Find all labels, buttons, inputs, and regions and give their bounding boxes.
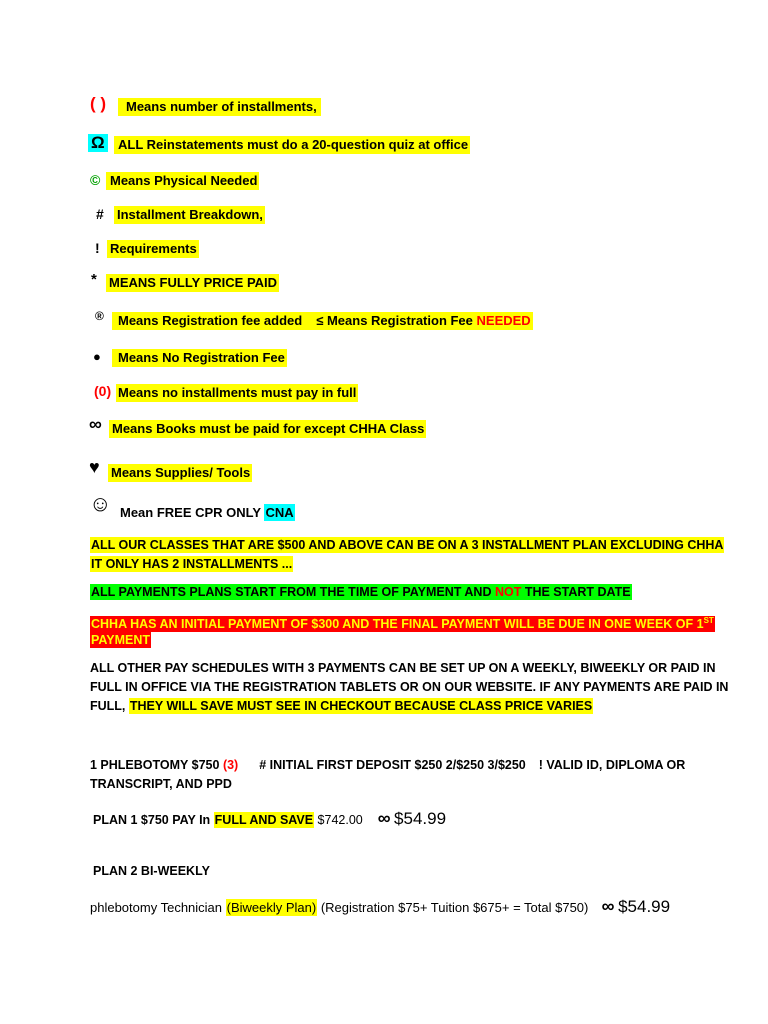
plan-1: PLAN 1 $750 PAY In FULL AND SAVE $742.00 ∞ $54.99 [93, 808, 447, 828]
legend-supplies-text: Means Supplies/ Tools [108, 464, 252, 482]
zero-installments-symbol: (0) [94, 383, 112, 399]
course-breakdown: # INITIAL FIRST DEPOSIT $250 2/$250 3/$250 [259, 758, 526, 772]
plan-2-book-price: $54.99 [618, 897, 671, 916]
course-title: 1 PHLEBOTOMY $750 [90, 758, 223, 772]
plan-1-book-price: $54.99 [394, 809, 447, 828]
course-requirements-cont: TRANSCRIPT, AND PPD [90, 777, 232, 791]
notice-chha-payment: CHHA HAS AN INITIAL PAYMENT OF $300 AND THE FINAL PAYMENT WILL BE DUE IN ONE WEEK OF 1ST PAYMENT [91, 616, 714, 647]
course-installments: (3) [222, 758, 239, 772]
legend-pay-in-full-text: Means no installments must pay in full [118, 385, 357, 400]
asterisk-symbol: * [91, 271, 97, 288]
smiley-icon: ☺ [89, 491, 112, 516]
legend-physical-text: Means Physical Needed [106, 172, 259, 190]
legend-breakdown-text: Installment Breakdown, [114, 206, 265, 224]
omega-icon: Ω [88, 134, 108, 152]
infinity-icon: ∞ [377, 808, 391, 828]
infinity-icon: ∞ [89, 414, 102, 434]
legend-requirements-text: Requirements [107, 240, 199, 258]
bullet-icon: ● [93, 349, 101, 364]
copyright-icon: © [90, 172, 101, 188]
legend-cpr-text: Mean FREE CPR ONLY CNA [120, 505, 294, 520]
legend-fully-paid-text: MEANS FULLY PRICE PAID [106, 274, 279, 292]
notice-start-date: ALL PAYMENTS PLANS START FROM THE TIME OF PAYMENT AND NOT THE START DATE [91, 585, 631, 599]
legend-reinstatements-text: ALL Reinstatements must do a 20-question quiz at office [114, 136, 470, 154]
legend-no-registration-text: Means No Registration Fee [112, 349, 287, 367]
paren-symbol: ( ) [90, 94, 107, 113]
legend-registration-text: Means Registration fee added ≤ Means Registration Fee NEEDED [112, 312, 533, 330]
legend-installments-text: Means number of installments, [118, 98, 321, 116]
infinity-icon: ∞ [601, 896, 615, 916]
course-phlebotomy [90, 756, 685, 794]
notice-other-schedules: ALL OTHER PAY SCHEDULES WITH 3 PAYMENTS CAN BE SET UP ON A WEEKLY, BIWEEKLY OR PAID IN FULL IN OFFICE VIA THE REGISTRATION TABLETS OR ON OUR WEBSITE. IF ANY PAYMENTS ARE PAID IN FULL, THEY WILL SAVE MUST SEE IN CHECKOUT BECAUSE CLASS PRICE VARIES [90, 661, 729, 713]
heart-icon: ♥ [89, 457, 100, 477]
registered-icon: ® [95, 309, 104, 323]
exclamation-symbol: ! [95, 240, 100, 256]
legend-books-text: Means Books must be paid for except CHHA Class [109, 420, 426, 438]
notice-installment-plan: ALL OUR CLASSES THAT ARE $500 AND ABOVE CAN BE ON A 3 INSTALLMENT PLAN EXCLUDING CHHA IT ONLY HAS 2 INSTALLMENTS ... [91, 538, 724, 571]
hash-symbol: # [96, 206, 104, 222]
course-requirements: ! VALID ID, DIPLOMA OR [538, 758, 686, 772]
plan-2-detail: phlebotomy Technician (Biweekly Plan) (Registration $75+ Tuition $675+ = Total $750) ∞ $54.99 [90, 896, 671, 916]
plan-2-heading: PLAN 2 BI-WEEKLY [93, 864, 210, 878]
